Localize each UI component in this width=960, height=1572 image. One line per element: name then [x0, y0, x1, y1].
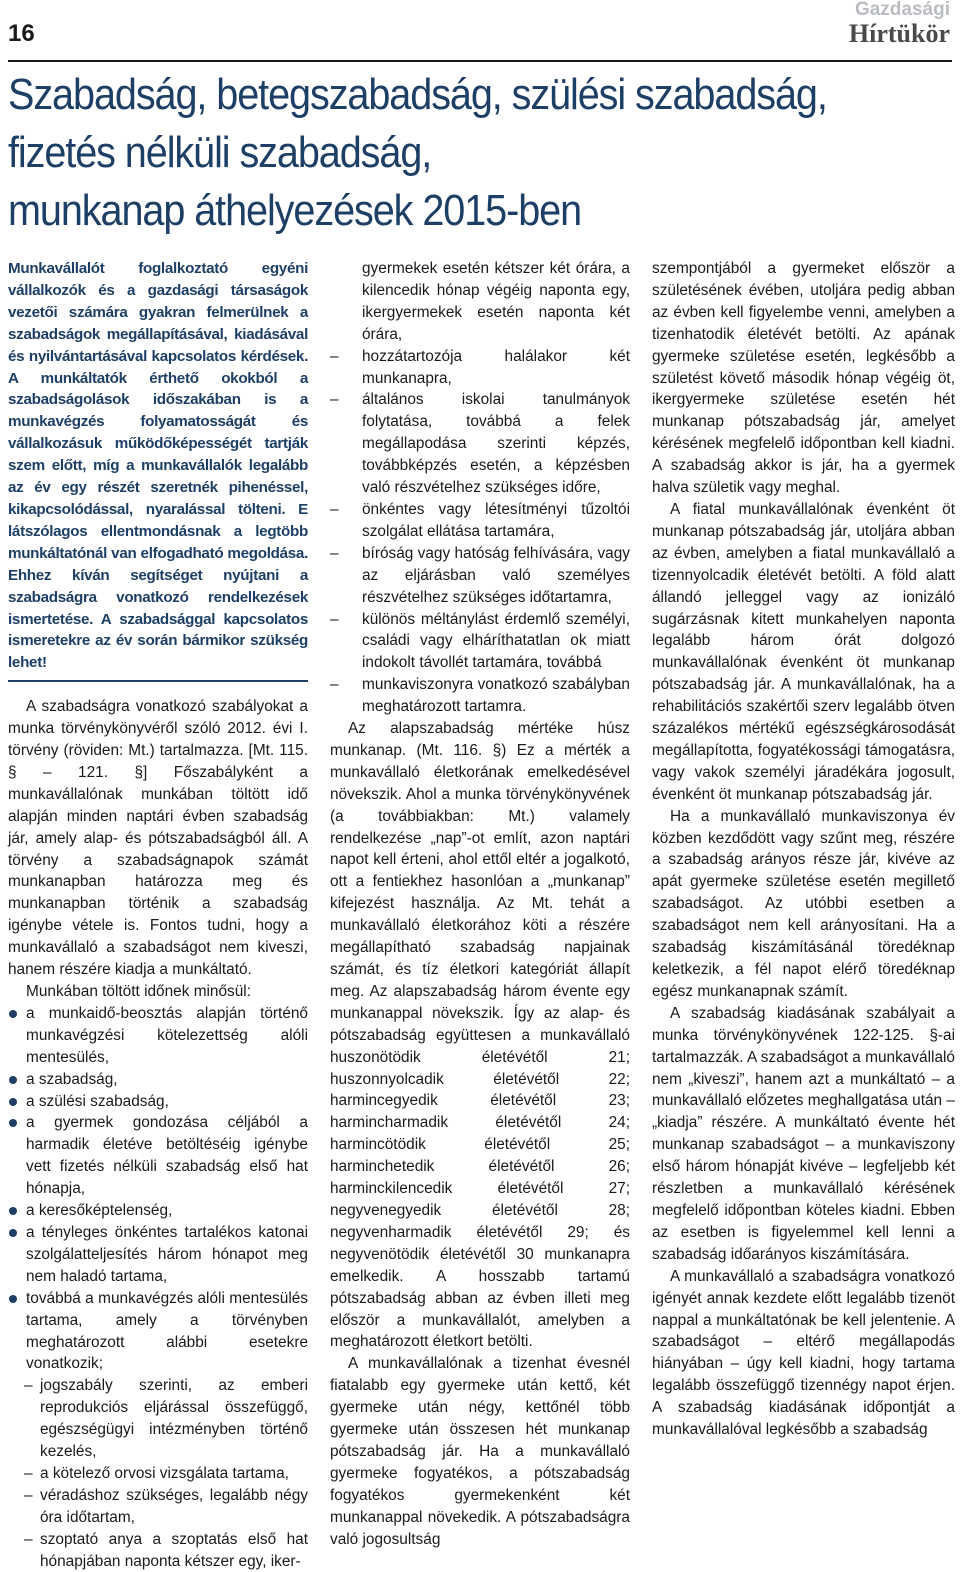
bullet-icon — [9, 1119, 17, 1127]
dash-icon: – — [24, 1486, 33, 1504]
dash-icon: – — [24, 1464, 33, 1482]
column-3 — [652, 258, 955, 1441]
dash-icon: – — [330, 676, 339, 694]
bullet-list — [8, 1003, 308, 1375]
dash-icon: – — [330, 391, 339, 409]
body-paragraph: Az alapszabadság mértéke húsz munkanap. (Mt. 116. §) Ez a mérték a munkavállaló életkorának emelkedésével növekszik. Ahol a munka törvénykönyvének (a továbbiakban: Mt.) valamely rendelkezése „nap”-ot említ, azon naptári napot kell érteni, ahol ettől eltér a jogalkotó, ott a fentiekhez hasonlóan a „munkanap” kifejezést használja. Az Mt. tehát a munkavállaló életkorához köti a részére megállapítható szabadság napjainak számát, és tíz életkori kategóriát állapít meg. Az alapszabadság három évente egy munkanappal növekszik. Így az alap- és pótszabadság együttesen a munkavállaló huszonötödik életévétől 21; huszonnyolcadik életévétől 22; harmincegyedik életévétől 23; harmincharmadik életévétől 24; harmincötödik életévétől 25; harminchetedik életévétől 26; harminckilencedik életévétől 27; negyvenegyedik életévétől 28; negyvenharmadik életévétől 29; és negyvenötödik életévétől 30 munkanapra emelkedik. A hosszabb tartamú pótszabadság abban az évben illeti meg először a munkavállalót, amelyben a meghatározott életkort betölti. — [330, 720, 630, 1351]
list-item: – bíróság vagy hatóság felhívására, vagy az eljárásban való személyes részvételhez szükséges időtartamra, — [330, 544, 630, 606]
list-item: – munkaviszonyra vonatkozó szabályban meghatározott tartamra. — [330, 676, 630, 716]
body-paragraph: A szabadságra vonatkozó szabályokat a munka törvénykönyvéről szóló 2012. évi I. törvény (röviden: Mt.) tartalmazza. [Mt. 115. § – 121. §] Főszabályként a munkavállalónak munkában töltött idő alapján minden naptári évben szabadság jár, amely alap- és pótszabadságból áll. A törvény a szabadságnapok számát munkanapban határozza meg és munkanapban történik a szabadság igénybe vétele is. Fontos tudni, hogy a munkavállaló a szabadságot nem kiveszi, hanem részére kiadja a munkáltató. — [8, 698, 308, 979]
bullet-icon — [9, 1295, 17, 1303]
title-line: fizetés nélküli szabadság, — [8, 128, 432, 177]
publication-logo — [849, 0, 950, 47]
header-rule — [8, 60, 952, 62]
list-item: a keresőképtelenség, — [8, 1200, 308, 1222]
dash-icon: – — [330, 544, 339, 562]
body-paragraph: szempontjából a gyermeket először a születésének évében, utoljára pedig abban az évben kell figyelembe venni, amelyben a tizenhatodik életévét betölti. Az apának gyermeke születése esetén, legkésőbb a születést követő második hónap végéig öt, ikergyermeke születése esetén hét munkanap pótszabadság jár, amelyet kérésének megfelelő időpontban kell kiadni. A szabadság akkor is jár, ha a gyermek halva születik vagy meghal. — [652, 260, 955, 497]
list-item: a szülési szabadság, — [8, 1091, 308, 1113]
bullet-icon — [9, 1010, 17, 1018]
list-item: – a kötelező orvosi vizsgálata tartama, — [24, 1463, 308, 1485]
dash-icon: – — [330, 347, 339, 365]
list-item: – véradáshoz szükséges, legalább négy óra időtartam, — [24, 1486, 308, 1526]
list-item: a tényleges önkéntes tartalékos katonai szolgálatteljesítés három hónapot meg nem haladó tartama, — [8, 1222, 308, 1288]
list-item: – hozzátartozója halálakor két munkanapra, — [330, 347, 630, 387]
body-paragraph: A munkavállalónak a tizenhat évesnél fiatalabb egy gyermeke után kettő, két gyermeke után négy, kettőnél több gyermeke után összesen hét munkanap pótszabadság jár. Ha a munkavállaló gyermeke fogyatékos, a pótszabadság fogyatékos gyermekenként két munkanappal növekedik. A pótszabadságra való jogosultság — [330, 1355, 630, 1548]
list-item: a munkaidő-beosztás alapján történő munkavégzési kötelezettség alóli mentesülés, — [8, 1003, 308, 1069]
page-number: 16 — [8, 20, 35, 47]
body-paragraph: gyermekek esetén kétszer két órára, a kilencedik hónap végéig naponta egy, ikergyermekek esetén naponta két órára, — [362, 260, 630, 343]
list-item: – általános iskolai tanulmányok folytatása, továbbá a felek megállapodása szerinti képzés, továbbképzés esetén, a képzésben való részvételhez szükséges időre, — [330, 391, 630, 497]
dash-list — [330, 346, 630, 718]
list-item: a gyermek gondozása céljából a harmadik életéve betöltéséig igénybe vett fizetés nélküli szabadság első hat hónapja, — [8, 1112, 308, 1200]
brand-top: Gazdasági — [854, 0, 950, 20]
column-1 — [8, 258, 308, 1572]
brand-bottom: Hírtükör — [848, 19, 950, 48]
dash-icon: – — [24, 1530, 33, 1548]
lead-paragraph: Munkavállalót foglalkoztató egyéni vállalkozók és a gazdasági társaságok vezetői számára gyakran felmerülnek a szabadságok megállapításával, kiadásával és nyilvántartásával kapcsolatos kérdések. A munkáltatók érthető okokból a szabadságolások időszakában is a munkavégzés folyamatosságát és vállalkozásuk működőképességét tartják szem előtt, míg a munkavállalók legalább az év egy részét szeretnék pihenéssel, kikapcsolódással, nyaralással tölteni. E látszólagos ellentmondásnak a legtöbb munkáltatónál van elfogadható megoldása. Ehhez kíván segítséget nyújtani a szabadságra vonatkozó rendelkezések ismertetése. A szabadsággal kapcsolatos ismeretekre az év során bármikor szükség lehet! — [8, 260, 308, 672]
title-line: munkanap áthelyezések 2015-ben — [8, 186, 582, 235]
list-item: – jogszabály szerinti, az emberi reprodukciós eljárással összefüggő, egészségügyi intézményben történő kezelés, — [24, 1377, 308, 1461]
body-paragraph: Munkában töltött időnek minősül: — [26, 983, 252, 1000]
list-item: – önkéntes vagy létesítményi tűzoltói szolgálat ellátása tartamára, — [330, 500, 630, 540]
list-item: a szabadság, — [8, 1069, 308, 1091]
body-paragraph: A fiatal munkavállalónak évenként öt munkanap pótszabadság jár, utoljára abban az évben, amelyben a fiatal munkavállaló a tizennyolcadik életévét betölti. A föld alatt állandó jelleggel vagy az ionizáló sugárzásnak kitett munkahelyen naponta legalább három órát dolgozó munkavállalónak évenként öt munkanap pótszabadság jár. A munkavállalónak, ha a rehabilitációs szakértői szerv legalább ötven százalékos mértékű egészségkárosodását megállapította, fogyatékossági támogatásra, vagy vakok személyi járadékára jogosult, évenként öt munkanap pótszabadság jár. — [652, 500, 955, 803]
body-paragraph: A munkavállaló a szabadságra vonatkozó igényét annak kezdete előtt legalább tizenöt nappal a munkáltatónak be kell jelentenie. A szabadságot – eltérő megállapodás hiányában – úgy kell kiadni, hogy tartama legalább összefüggő tizennégy napot érjen. A szabadság kiadásának időpontját a munkavállalóval legkésőbb a szabadság — [652, 1267, 955, 1439]
bullet-icon — [9, 1098, 17, 1106]
bullet-icon — [9, 1207, 17, 1215]
dash-list — [24, 1375, 308, 1572]
column-2 — [330, 258, 630, 1550]
title-line: Szabadság, betegszabadság, szülési szabadság, — [8, 70, 827, 119]
dash-icon: – — [24, 1377, 33, 1395]
page-header — [0, 0, 960, 62]
dash-icon: – — [330, 610, 339, 628]
list-item: – különös méltánylást érdemlő személyi, családi vagy elháríthatatlan ok miatt indokolt távollét tartamára, továbbá — [330, 610, 630, 672]
lead-divider — [8, 680, 308, 682]
article-title — [8, 66, 863, 240]
bullet-icon — [9, 1076, 17, 1084]
body-paragraph: A szabadság kiadásának szabályait a munka törvénykönyvének 122-125. §-ai tartalmazzák. A szabadságot a munkavállaló nem „kiveszi”, hanem azt a munkáltató – a munkavállaló előzetes meghallgatása után – „kiadja” részére. A munkáltató évente hét munkanap szabadságot – a munkaviszony első három hónapját kivéve – legfeljebb két részletben a munkavállaló kérésének megfelelő időpontban köteles kiadni. Ebben az esetben is figyelemmel kell lenni a szabadság időarányos kiszámítására. — [652, 1004, 955, 1263]
dash-icon: – — [330, 500, 339, 518]
list-item: – szoptató anya a szoptatás első hat hónapjában naponta kétszer egy, iker- — [24, 1530, 308, 1570]
body-paragraph: Ha a munkavállaló munkaviszonya év közben kezdődött vagy szűnt meg, részére a szabadság arányos része jár, kivéve az apát gyermeke születése esetén megillető szabadságot. Az utóbbi esetben a szabadságot nem kell arányosítani. Ha a szabadság kiszámításánál töredéknap keletkezik, a fél napot elérő töredéknap egész munkanapnak számít. — [652, 807, 955, 1000]
bullet-icon — [9, 1229, 17, 1237]
list-item: továbbá a munkavégzés alóli mentesülés tartama, amely a törvényben meghatározott alábbi esetekre vonatkozik; — [8, 1288, 308, 1376]
